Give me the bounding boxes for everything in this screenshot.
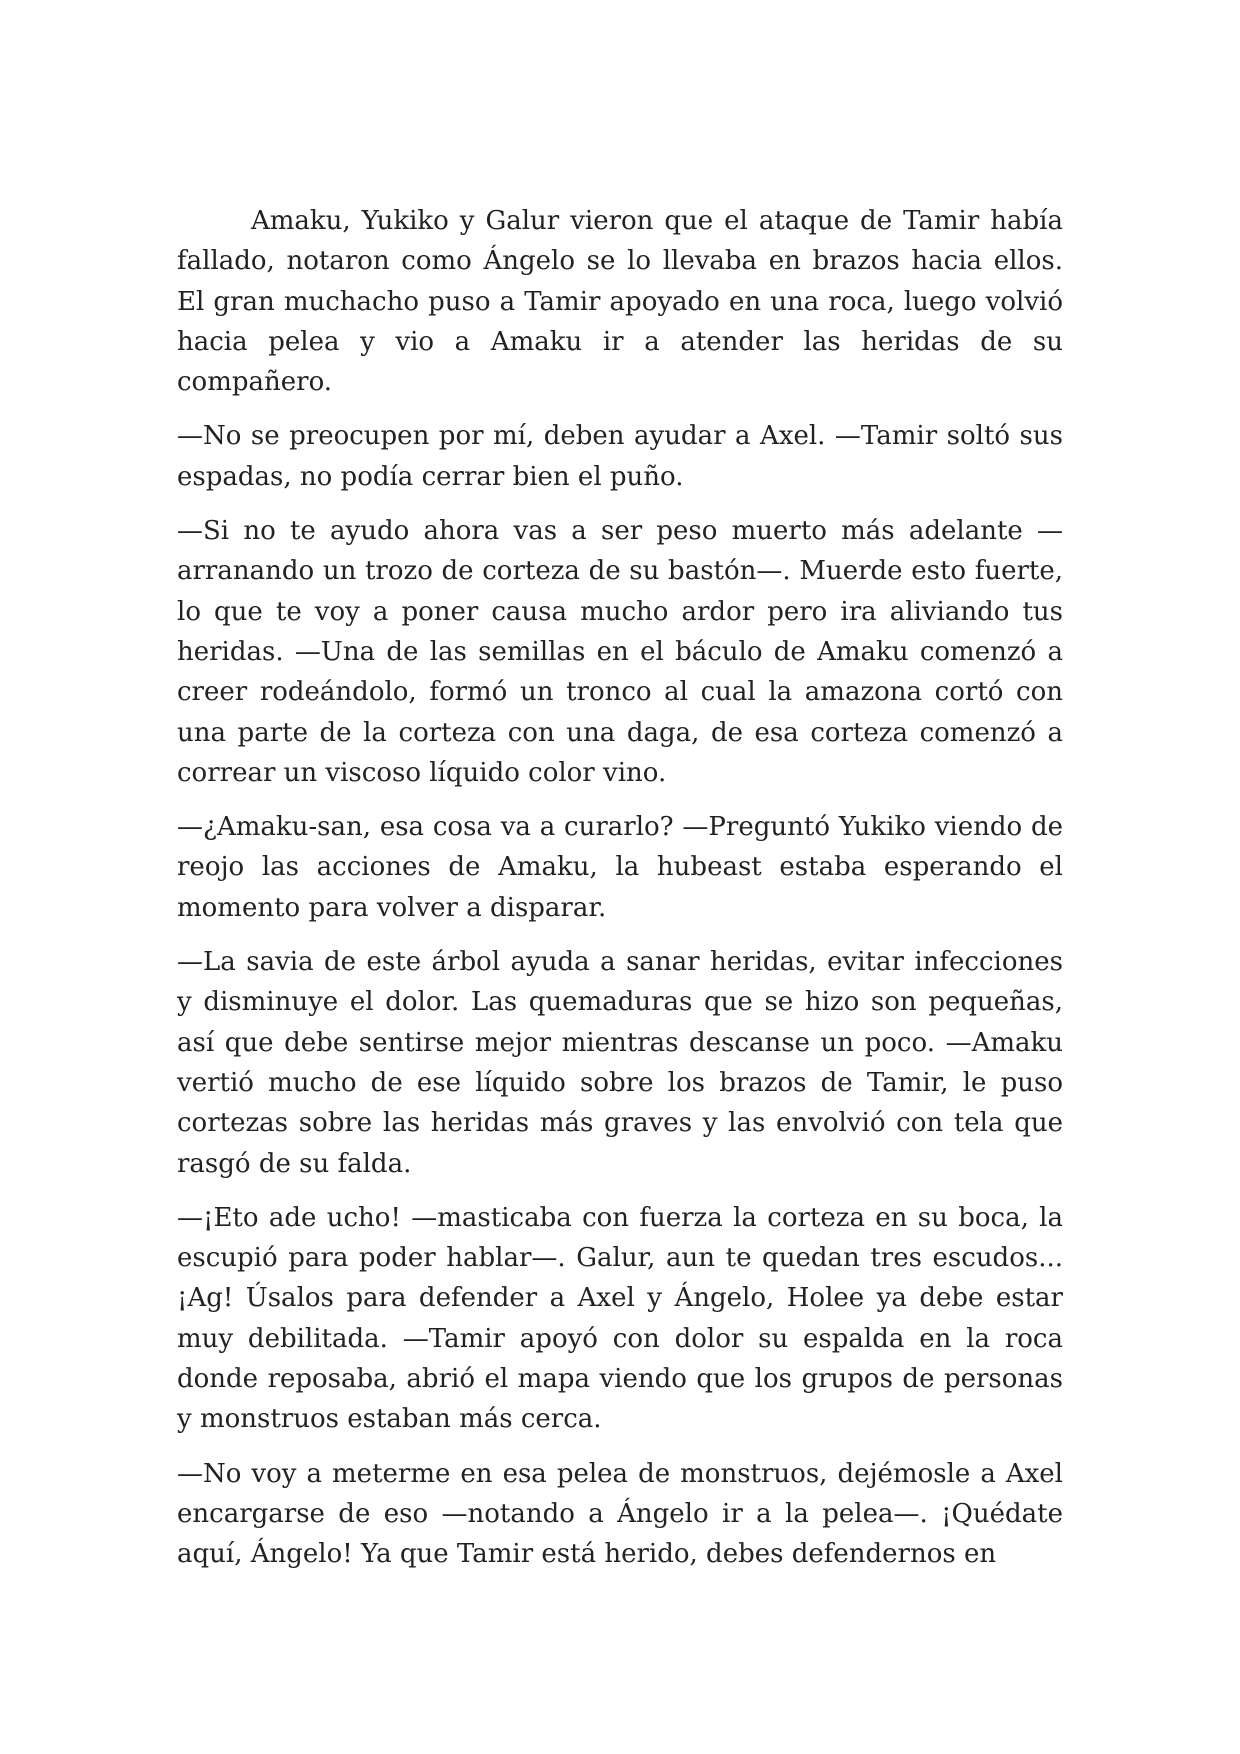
paragraph: Amaku, Yukiko y Galur vieron que el ataque de Tamir había fallado, notaron como Ángelo se lo llevaba en brazos hacia ellos. El gran muchacho puso a Tamir apoyado en una roca, luego volvió hacia pelea y vio a Amaku ir a atender las heridas de su compañero. [177,206,1063,398]
paragraph: —¡Eto ade ucho! —masticaba con fuerza la corteza en su boca, la escupió para poder hablar—. Galur, aun te quedan tres escudos... ¡Ag! Úsalos para defender a Axel y Ángelo, Holee ya debe estar muy debilitada. —Tamir apoyó con dolor su espalda en la roca donde reposaba, abrió el mapa viendo que los grupos de personas y monstruos estaban más cerca. [177,1202,1063,1435]
paragraph: —La savia de este árbol ayuda a sanar heridas, evitar infecciones y disminuye el dolor. Las quemaduras que se hizo son pequeñas, así que debe sentirse mejor mientras descanse un poco. —Amaku vertió mucho de ese líquido sobre los brazos de Tamir, le puso cortezas sobre las heridas más graves y las envolvió con tela que rasgó de su falda. [177,947,1063,1179]
paragraph: —¿Amaku-san, esa cosa va a curarlo? —Preguntó Yukiko viendo de reojo las acciones de Amaku, la hubeast estaba esperando el momento para volver a disparar. [177,812,1063,923]
paragraph: —No se preocupen por mí, deben ayudar a Axel. —Tamir soltó sus espadas, no podía cerrar bien el puño. [177,421,1063,492]
paragraph: —Si no te ayudo ahora vas a ser peso muerto más adelante —arranando un trozo de corteza de su bastón—. Muerde esto fuerte, lo que te voy a poner causa mucho ardor pero ira aliviando tus heridas. —Una de las semillas en el báculo de Amaku comenzó a creer rodeándolo, formó un tronco al cual la amazona cortó con una parte de la corteza con una daga, de esa corteza comenzó a correar un viscoso líquido color vino. [177,516,1063,788]
paragraph: —No voy a meterme en esa pelea de monstruos, dejémosle a Axel encargarse de eso —notando a Ángelo ir a la pelea—. ¡Quédate aquí, Ángelo! Ya que Tamir está herido, debes defendernos en [177,1458,1063,1570]
body-text [177,201,1063,1575]
